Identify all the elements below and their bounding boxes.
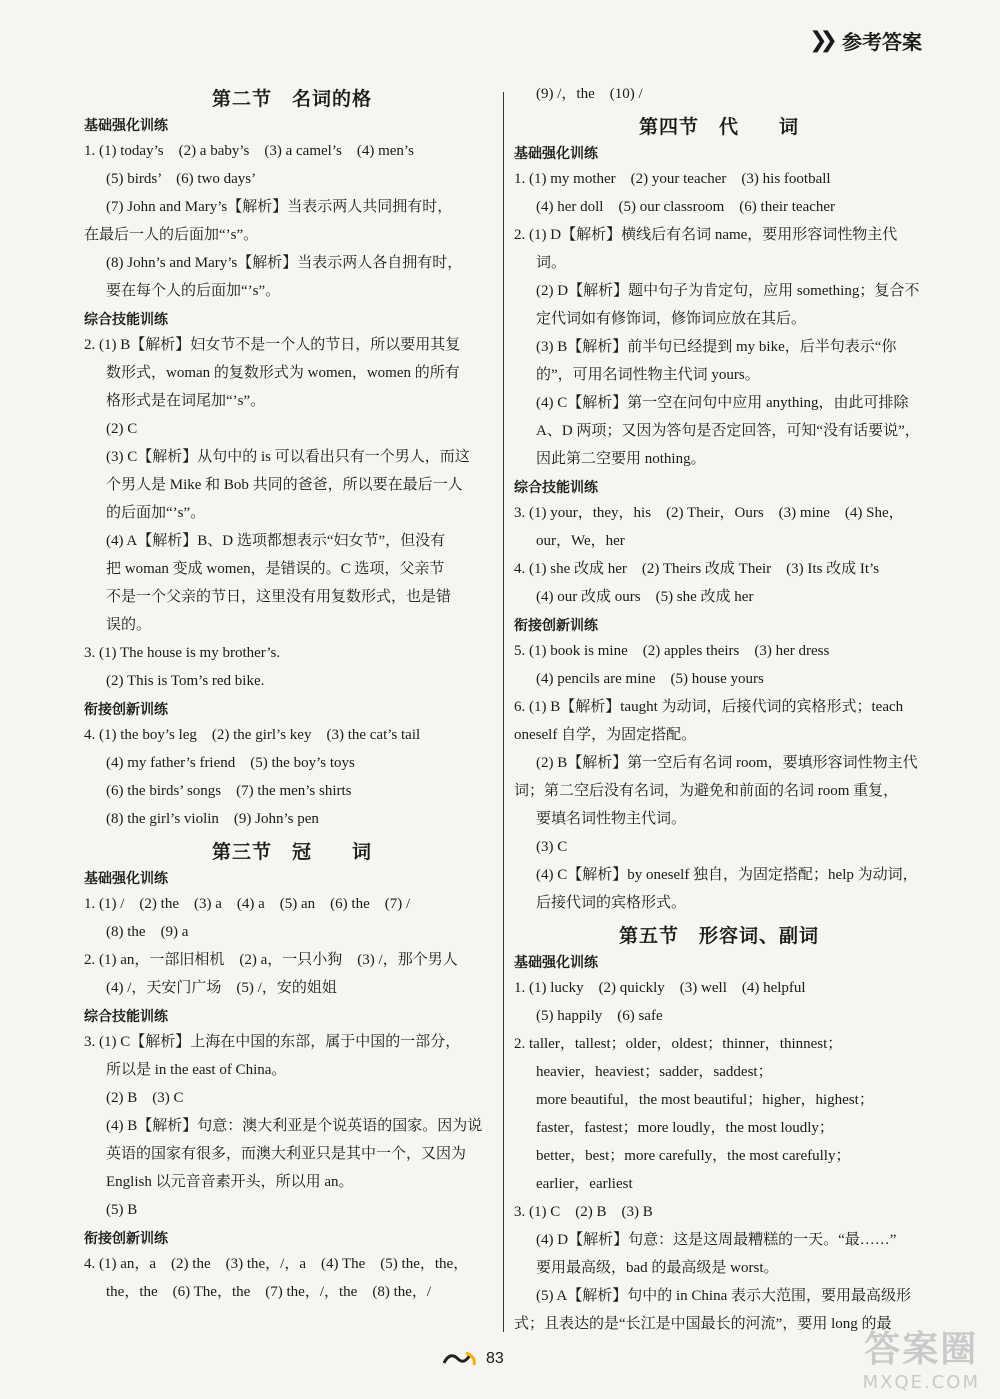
answer-line: heavier，heaviest；sadder，saddest；: [536, 1064, 773, 1080]
answer-line: oneself 自学，为固定搭配。: [514, 727, 697, 743]
answer-line: (8) the girl’s violin (9) John’s pen: [106, 811, 319, 827]
answer-line: (4) D【解析】句意：这是这周最糟糕的一天。“最……”: [536, 1232, 897, 1248]
right-column: [514, 80, 924, 1338]
answer-line: 把 woman 变成 women，是错误的。C 选项，父亲节: [106, 561, 445, 577]
answer-item: 4. (1) an，a (2) the (3) the，/，a (4) The (5) the，the，: [84, 1256, 469, 1272]
answer-line: 后接代词的宾格形式。: [536, 895, 687, 911]
answer-line: (7) John and Mary’s【解析】当表示两人共同拥有时，: [106, 199, 453, 215]
watermark: [863, 1321, 980, 1393]
answer-line: (4) C【解析】第一空在问句中应用 anything，由此可排除: [536, 395, 909, 411]
answer-line: 要在每个人的后面加“’s”。: [106, 283, 281, 299]
answer-line: (2) This is Tom’s red bike.: [106, 673, 265, 689]
answer-line: 英语的国家有很多，而澳大利亚只是其中一个，又因为: [106, 1146, 467, 1162]
answer-item: 1. (1) / (2) the (3) a (4) a (5) an (6) the (7) /: [84, 896, 411, 912]
answer-item: 1. (1) my mother (2) your teacher (3) his football: [514, 171, 831, 187]
answer-line: 的”，可用名词性物主代词 yours。: [536, 367, 760, 383]
answer-line: (6) the birds’ songs (7) the men’s shirts: [106, 783, 352, 799]
subsection-heading: 基础强化训练: [84, 871, 168, 887]
answer-line: (4) B【解析】句意：澳大利亚是个说英语的国家。因为说: [106, 1118, 483, 1134]
subsection-heading: 衔接创新训练: [84, 1231, 168, 1247]
answer-line: faster，fastest；more loudly，the most loudly；: [536, 1120, 834, 1136]
answer-line: (8) the (9) a: [106, 924, 189, 940]
section-title: 第三节 冠 词: [211, 841, 372, 863]
subsection-heading: 衔接创新训练: [514, 618, 598, 634]
answer-item: 3. (1) C【解析】上海在中国的东部，属于中国的一部分，: [84, 1034, 461, 1050]
answer-line: A、D 两项；又因为答句是否定回答，可知“没有话要说”，: [536, 423, 920, 439]
answer-line: (2) C: [106, 421, 138, 437]
answer-line: 的后面加“’s”。: [106, 505, 206, 521]
answer-line: (4) my father’s friend (5) the boy’s toys: [106, 755, 355, 771]
answer-line: (3) B【解析】前半句已经提到 my bike，后半句表示“你: [536, 339, 897, 355]
section-title: 第四节 代 词: [638, 116, 799, 138]
subsection-heading: 基础强化训练: [514, 955, 598, 971]
answer-line: 所以是 in the east of China。: [106, 1062, 287, 1078]
answer-line: (4) her doll (5) our classroom (6) their teacher: [536, 199, 836, 215]
answer-item: 2. taller，tallest；older，oldest；thinner，thinnest；: [514, 1036, 843, 1052]
watermark-url: MXQE.COM: [862, 1372, 980, 1393]
section-title: 第二节 名词的格: [211, 88, 372, 110]
answer-line: (9) /，the (10) /: [536, 86, 643, 102]
answer-item: 1. (1) today’s (2) a baby’s (3) a camel’s (4) men’s: [84, 143, 414, 159]
answer-item: 3. (1) your，they，his (2) Their，Ours (3) mine (4) She，: [514, 505, 904, 521]
answer-line: earlier，earliest: [536, 1176, 633, 1192]
answer-line: (4) A【解析】B、D 选项都想表示“妇女节”，但没有: [106, 533, 446, 549]
page-header: [809, 26, 922, 55]
answer-line: (5) B: [106, 1202, 138, 1218]
subsection-heading: 基础强化训练: [84, 118, 168, 134]
answer-line: (3) C【解析】从句中的 is 可以看出只有一个男人，而这: [106, 449, 470, 465]
answer-line: (4) /，天安门广场 (5) /，安的姐姐: [106, 980, 337, 996]
answer-line: 在最后一人的后面加“’s”。: [84, 227, 259, 243]
answer-line: 词；第二空后没有名词，为避免和前面的名词 room 重复，: [514, 783, 899, 799]
answer-line: (4) pencils are mine (5) house yours: [536, 671, 764, 687]
answer-line: 因此第二空要用 nothing。: [536, 451, 706, 467]
subsection-heading: 综合技能训练: [514, 480, 598, 496]
answer-line: 定代词如有修饰词，修饰词应放在其后。: [536, 311, 807, 327]
answer-line: (3) C: [536, 839, 568, 855]
answer-line: (4) C【解析】by oneself 独自，为固定搭配；help 为动词，: [536, 867, 918, 883]
subsection-heading: 衔接创新训练: [84, 702, 168, 718]
page-number: 83: [486, 1350, 504, 1367]
answer-line: better，best；more carefully，the most carefully；: [536, 1148, 851, 1164]
answer-item: 4. (1) the boy’s leg (2) the girl’s key (3) the cat’s tail: [84, 727, 421, 743]
subsection-heading: 基础强化训练: [514, 146, 598, 162]
answer-line: 数形式，woman 的复数形式为 women，women 的所有: [106, 365, 460, 381]
answer-line: English 以元音音素开头，所以用 an。: [106, 1174, 354, 1190]
answer-line: 要用最高级，bad 的最高级是 worst。: [536, 1260, 779, 1276]
answer-line: 不是一个父亲的节日，这里没有用复数形式，也是错: [106, 589, 452, 605]
answer-item: 3. (1) C (2) B (3) B: [514, 1204, 653, 1220]
answer-line: 要填名词性物主代词。: [536, 811, 687, 827]
answer-line: our，We，her: [536, 533, 625, 549]
answer-line: 误的。: [106, 617, 152, 633]
section-title: 第五节 形容词、副词: [618, 925, 819, 947]
column-divider: [503, 92, 504, 1332]
answer-line: (5) happily (6) safe: [536, 1008, 663, 1024]
answer-item: 2. (1) B【解析】妇女节不是一个人的节日，所以要用其复: [84, 337, 461, 353]
answer-line: (2) D【解析】题中句子为肯定句，应用 something；复合不: [536, 283, 920, 299]
answer-line: 个男人是 Mike 和 Bob 共同的爸爸，所以要在最后一人: [106, 477, 463, 493]
double-chevron-icon: ❯❯: [809, 28, 830, 53]
answer-line: (4) our 改成 ours (5) she 改成 her: [536, 589, 754, 605]
answer-item: 5. (1) book is mine (2) apples theirs (3) her dress: [514, 643, 830, 659]
answer-line: the，the (6) The，the (7) the，/，the (8) the，/: [106, 1284, 432, 1300]
header-title: 参考答案: [842, 30, 922, 54]
subsection-heading: 综合技能训练: [84, 312, 168, 328]
answer-line: (5) birds’ (6) two days’: [106, 171, 257, 187]
answer-line: (8) John’s and Mary’s【解析】当表示两人各自拥有时，: [106, 255, 463, 271]
page-footer: [440, 1349, 504, 1369]
watermark-title: 答案圈: [864, 1329, 979, 1370]
answer-line: 式；且表达的是“长江是中国最长的河流”，要用 long 的最: [514, 1316, 892, 1332]
publisher-logo-icon: [440, 1349, 480, 1369]
answer-line: 格形式是在词尾加“’s”。: [106, 393, 266, 409]
answer-line: (2) B (3) C: [106, 1090, 184, 1106]
left-column: [84, 80, 500, 1306]
answer-item: 4. (1) she 改成 her (2) Theirs 改成 Their (3) Its 改成 It’s: [514, 561, 880, 577]
answer-item: 3. (1) The house is my brother’s.: [84, 645, 281, 661]
subsection-heading: 综合技能训练: [84, 1009, 168, 1025]
answer-item: 2. (1) D【解析】横线后有名词 name，要用形容词性物主代词。: [514, 227, 898, 271]
answer-item: 1. (1) lucky (2) quickly (3) well (4) helpful: [514, 980, 806, 996]
answer-item: 2. (1) an，一部旧相机 (2) a，一只小狗 (3) /，那个男人: [84, 952, 458, 968]
answer-line: more beautiful，the most beautiful；higher，highest；: [536, 1092, 874, 1108]
answer-item: 6. (1) B【解析】taught 为动词，后接代词的宾格形式；teach: [514, 699, 904, 715]
answer-line: (5) A【解析】句中的 in China 表示大范围，要用最高级形: [536, 1288, 911, 1304]
answer-line: (2) B【解析】第一空后有名词 room，要填形容词性物主代: [536, 755, 918, 771]
